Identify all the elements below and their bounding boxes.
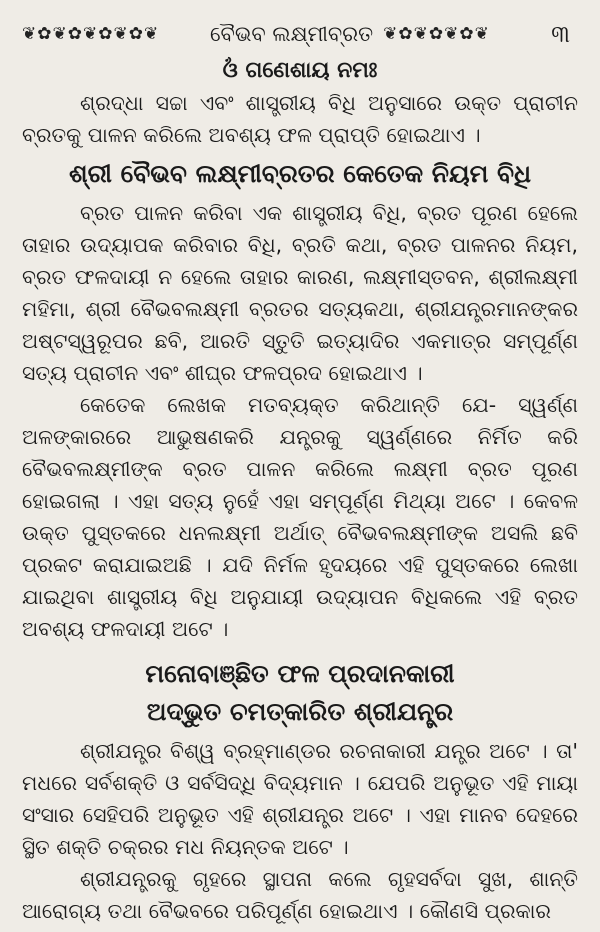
invocation: ଓଁ ଗଣେଶାୟ ନମଃ bbox=[222, 58, 378, 83]
rules-paragraph-2: କେତେକ ଲେଖକ ମତବ୍ୟକ୍ତ କରିଥାନ୍ତି ଯେ- ସ୍ୱର୍ଣ୍ଣ ଅଳଙ୍କାରରେ ଆଭୁଷଣକରି ଯନ୍ତ୍ରକୁ ସ୍ୱର୍ଣ୍ଣରେ ନିର୍ମିତ କରି ବୈଭବଲକ୍ଷ୍ମୀଙ୍କ ବ୍ରତ ପାଳନ କରିଲେ ଲକ୍ଷ୍ମୀ ବ୍ରତ ପୂରଣ ହୋଇଗଲା । ଏହା ସତ୍ୟ ନୁହେଁ ଏହା ସମ୍ପୂର୍ଣ୍ଣ ମିଥ୍ୟା ଅଟେ । କେବଳ ଉକ୍ତ ପୁସ୍ତକରେ ଧନଲକ୍ଷ୍ମୀ ଅର୍ଥାତ୍ ବୈଭବଲକ୍ଷ୍ମୀଙ୍କ ଅସଲି ଛବି ପ୍ରକଟ କରାଯାଇଅଛି । ଯଦି ନିର୍ମଳ ହୃଦୟରେ ଏହି ପୁସ୍ତକରେ ଲେଖା ଯାଇଥିବା ଶାସ୍ତ୍ରୀୟ ବିଧି ଅନୁଯାୟୀ ଉଦ୍ୟାପନ ବିଧିକଲେ ଏହି ବ୍ରତ ଅବଶ୍ୟ ଫଳଦାୟୀ ଅଟେ । bbox=[22, 393, 578, 641]
page-header bbox=[22, 14, 578, 54]
section-heading-shriyantra bbox=[22, 655, 578, 731]
intro-paragraph: ଶ୍ରଦ୍ଧା ସଚ୍ଚା ଏବଂ ଶାସ୍ତ୍ରୀୟ ବିଧି ଅନୁସାରେ ଉକ୍ତ ପ୍ରାଚୀନ ବ୍ରତକୁ ପାଳନ କରିଲେ ଅବଶ୍ୟ ଫଳ ପ୍ରାପ୍ତି ହୋଇଥାଏ । bbox=[22, 91, 578, 147]
rules-paragraph-1: ବ୍ରତ ପାଳନ କରିବା ଏକ ଶାସ୍ତ୍ରୀୟ ବିଧି, ବ୍ରତ ପୂରଣ ହେଲେ ତାହାର ଉଦ୍ୟାପକ କରିବାର ବିଧି, ବ୍ରତି କଥା, ବ୍ରତ ପାଳନର ନିୟମ, ବ୍ରତ ଫଳଦାୟୀ ନ ହେଲେ ତାହାର କାରଣ, ଲକ୍ଷ୍ମୀସ୍ତବନ, ଶ୍ରୀଲକ୍ଷ୍ମୀ ମହିମା, ଶ୍ରୀ ବୈଭବଲକ୍ଷ୍ମୀ ବ୍ରତର ସତ୍ୟକଥା, ଶ୍ରୀଯନ୍ତ୍ରମାନଙ୍କର ଅଷ୍ଟସ୍ୱରୂପର ଛବି, ଆରତି ସ୍ତୁତି ଇତ୍ୟାଦିର ଏକମାତ୍ର ସମ୍ପୂର୍ଣ୍ଣ ସତ୍ୟ ପ୍ରାଚୀନ ଏବଂ ଶୀଘ୍ର ଫଳପ୍ରଦ ହୋଇଥାଏ । bbox=[22, 201, 578, 385]
running-title: ବୈଭବ ଲକ୍ଷ୍ମୀବ୍ରତ bbox=[210, 21, 374, 46]
ornament-left-icon: ❦✿❦✿❦✿❦✿❦ bbox=[22, 24, 160, 44]
shriyantra-paragraph-1: ଶ୍ରୀଯନ୍ତ୍ର ବିଶ୍ୱ ବ୍ରହ୍ମାଣ୍ଡର ରଚନାକାରୀ ଯନ୍ତ୍ର ଅଟେ । ତା' ମଧରେ ସର୍ବଶକ୍ତି ଓ ସର୍ବସିଦ୍ଧି ବିଦ୍ୟମାନ । ଯେପରି ଅନୁଭୂତ ଏହି ମାୟା ସଂସାର ସେହିପରି ଅନୁଭୂତ ଏହି ଶ୍ରୀଯନ୍ତ୍ର ଅଟେ । ଏହା ମାନବ ଦେହରେ ସ୍ଥିତ ଶକ୍ତି ଚକ୍ରର ମଧ ନିୟନ୍ତକ ଅଟେ । bbox=[22, 739, 578, 859]
page-number: ୩ bbox=[551, 20, 570, 48]
heading-line-2: ଅଦ୍ଭୁତ ଚମତ୍କାରିତ ଶ୍ରୀଯନ୍ତ୍ର bbox=[146, 697, 454, 726]
heading-line-1: ମନୋବାଞ୍ଛିତ ଫଳ ପ୍ରଦାନକାରୀ bbox=[145, 659, 455, 688]
section-heading-rules: ଶ୍ରୀ ବୈଭବ ଲକ୍ଷ୍ମୀବ୍ରତର କେତେକ ନିୟମ ବିଧି bbox=[68, 159, 532, 188]
shriyantra-paragraph-2: ଶ୍ରୀଯନ୍ତ୍ରକୁ ଗୃହରେ ସ୍ଥାପନା କଲେ ଗୃହସର୍ବଦା ସୁଖ, ଶାନ୍ତି ଆରୋଗ୍ୟ ତଥା ବୈଭବରେ ପରିପୂର୍ଣ୍ଣ ହୋଇଥାଏ । କୌଣସି ପ୍ରକାର bbox=[22, 867, 578, 923]
ornament-right-icon: ❦✿❦✿❦✿❦ bbox=[383, 24, 490, 44]
